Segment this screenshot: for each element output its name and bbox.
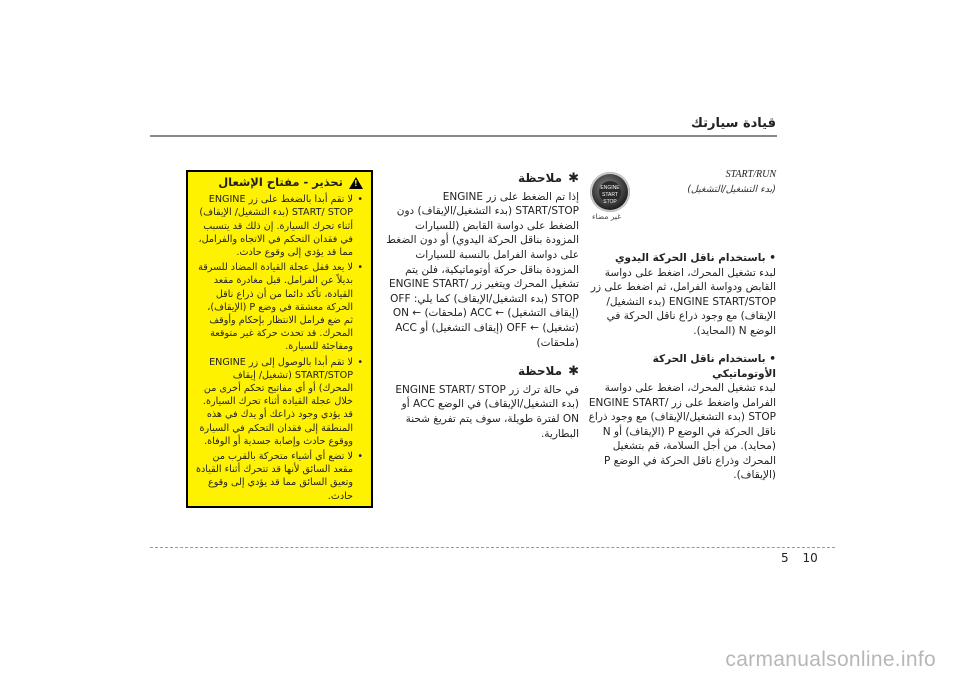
header-divider (150, 135, 777, 137)
warning-triangle-icon: ! (349, 177, 363, 189)
manual-transmission-heading: • باستخدام ناقل الحركة اليدوي (614, 252, 776, 264)
automatic-transmission-text: لبدء تشغيل المحرك، اضغط على دواسة الفرامل واضغط على زر ENGINE START/ STOP (بدء التشغيل/الإيقاف) مع وجود ذراع ناقل الحركة في الوضع P (الإيقاف) أو N (محايد). من أجل السلامة، قم بتشغيل المحرك وذراع ناقل الحركة في الوضع P (الإيقاف). (588, 382, 776, 481)
warning-list (196, 193, 363, 503)
page-number-value: 10 (802, 551, 818, 565)
mode-code: START/RUN (725, 169, 776, 180)
section-number: 5 (781, 551, 789, 565)
button-face-label: ENGINE START STOP (599, 181, 621, 203)
warning-item: • لا تقم أبدا بالضغط على زر ENGINE START/ STOP (بدء التشغيل/ الإيقاف) أثناء تحرك السيارة. إن ذلك قد يتسبب في فقدان التحكم في الاتجاه والفرامل، مما قد يؤدي إلى وقوع حادث. (196, 193, 363, 259)
automatic-transmission-heading: • باستخدام ناقل الحركة الأوتوماتيكي (652, 353, 776, 380)
page-header-title: قيادة سيارتك (690, 116, 776, 131)
asterisk-icon: ✱ (568, 364, 579, 380)
middle-column (383, 171, 579, 455)
watermark-text: carmanualsonline.info (725, 648, 936, 671)
warning-item: • لا تقم أبدا بالوصول إلى زر ENGINE START/STOP (تشغيل/ إيقاف المحرك) أو أي مفاتيح تحكم أخرى من خلال عجلة القيادة أثناء تحرك السيارة. قد يؤدي وجود ذراعك أو يدك في هذه المنطقة إلى فقدان التحكم في السيارة ووقوع حادث وإصابة جسدية أو الوفاة. (196, 356, 363, 448)
manual-transmission-text: لبدء تشغيل المحرك، اضغط على دواسة القابض ودواسة الفرامل، ثم اضغط على زر ENGINE START/STOP (بدء التشغيل/الإيقاف) مع وجود ذراع ناقل الحركة في الوضع N (المحايد). (590, 266, 776, 337)
warning-box (186, 170, 373, 508)
warning-heading: ! تحذير - مفتاح الإشعال (196, 176, 363, 189)
warning-item: • لا يعد قفل عجلة القيادة المضاد للسرقة بديلاً عن الفرامل. قبل مغادرة مقعد القيادة، تأكد دائما من أن ذراع ناقل الحركة معشقة في وضع P (الإيقاف)، ثم ضع فرامل الانتظار بإحكام وأوقف المحرك. قد تحدث حركة غير متوقعة ومفاجئة للسيارة. (196, 261, 363, 353)
note-text-1: إذا تم الضغط على زر ENGINE START/STOP (بدء التشغيل/الإيقاف) دون الضغط على دواسة القابض (للسيارات المزودة بناقل الحركة اليدوي) أو دون الضغط على دواسة الفرامل بالنسبة للسيارات المزودة بناقل حركة أوتوماتيكية، فلن يتم تشغيل المحرك ويتغير زر ENGINE START/ STOP (بدء التشغيل/الإيقاف) كما يلي: OFF (إيقاف التشغيل) ← ACC (ملحقات) ← ON (تشغيل) ← OFF (إيقاف التشغيل) أو ACC (ملحقات) (386, 190, 579, 349)
note-heading-2: ✱ملاحظة (517, 364, 579, 380)
asterisk-icon: ✱ (568, 171, 579, 186)
image-caption: غير مضاء (592, 212, 622, 221)
note-text-2: في حالة ترك زر ENGINE START/ STOP (بدء التشغيل/الإيقاف) في الوضع ACC أو ON لفترة طويلة، سوف يتم تفريغ شحنة البطارية. (395, 383, 579, 440)
footer-divider (150, 547, 835, 548)
right-column (588, 168, 776, 483)
mode-code-arabic: (بدء التشغيل/التشغيل) (687, 183, 776, 195)
warning-item: • لا تضع أي أشياء متحركة بالقرب من مقعد السائق لأنها قد تتحرك أثناء القيادة وتعيق السائق مما قد يؤدي إلى وقوع حادث. (196, 450, 363, 503)
page-number (781, 551, 818, 565)
note-heading-1: ✱ملاحظة (517, 171, 579, 186)
